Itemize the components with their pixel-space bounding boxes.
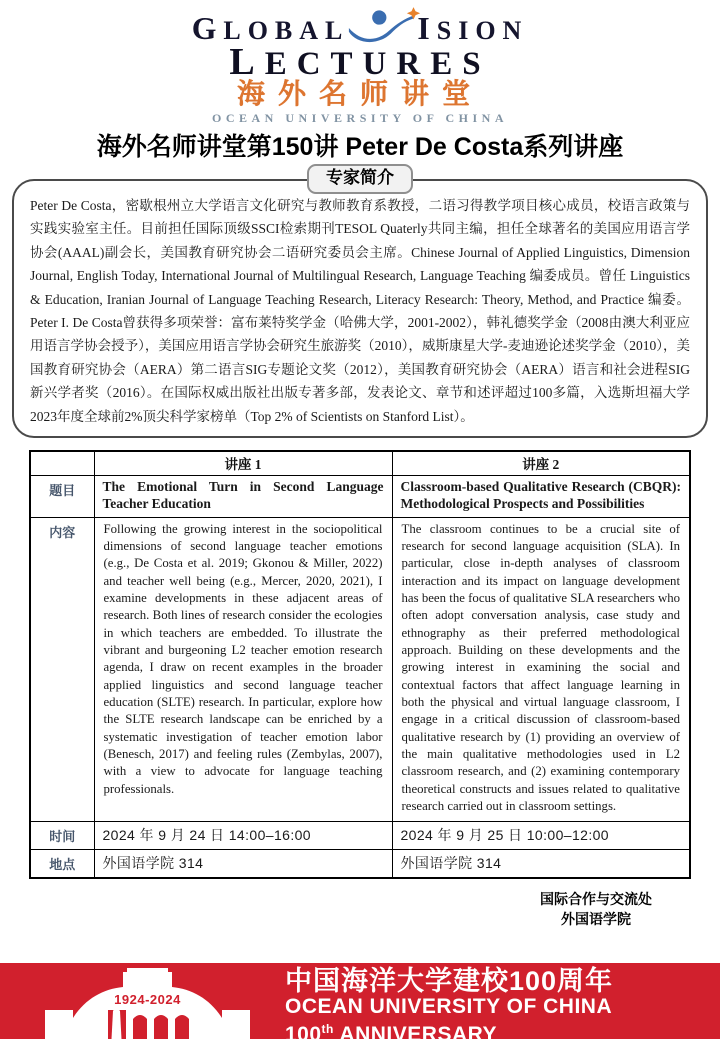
page-title: 海外名师讲堂第150讲 Peter De Costa系列讲座: [96, 133, 624, 161]
table-corner-cell: [30, 451, 94, 476]
logo-chinese-seal-text: 海外名师讲堂: [236, 79, 483, 110]
lecture-2-time: 2024 年 9 月 25 日 10:00–12:00: [392, 821, 690, 849]
organizer-foreign-languages-college: 外国语学院: [561, 910, 631, 927]
table-row-content: [30, 517, 690, 821]
table-row-location: [30, 849, 690, 878]
anniversary-years: 1924-2024: [114, 992, 181, 1007]
anniversary-word: ANNIVERSARY: [333, 1023, 498, 1046]
row-label-content: 内容: [30, 517, 94, 821]
anniversary-line-university: OCEAN UNIVERSITY OF CHINA: [285, 995, 613, 1018]
lecture-2-abstract: The classroom continues to be a crucial site of research for second language acquisition (SLA). In particular, close in-depth analyses of classroom interaction and its impact on language development has been the focus of qualitative SLA researchers who often adopt conversation analysis, case study and ethnography as their preferred methodological approach. Building on these developments and the growing interest in examining the social and contextual factors that affect language learning in both the physical and virtual language classroom, I engage in a critical discussion of classroom-based qualitative research by (1) providing an overview of the main qualitative methodologies used in L2 classroom research, and (2) examining contemporary theoretical constructs and issues related to qualitative research carried out in classroom settings.: [392, 517, 690, 821]
lecture-1-abstract: Following the growing interest in the sociopolitical dimensions of second language teacher emotions (e.g., De Costa et al. 2019; Gkonou & Miller, 2022) and teacher well being (e.g., Mercer, 2020, 2021), I examine developments in these adjacent areas of research. Both lines of research consider the ecologies in which teachers are embedded. To illustrate the vibrant and burgeoning L2 teacher emotion research agenda, I draw on recent examples in the broader applied linguistics and second language teacher education (SLTE) research. In particular, explore how the SLTE research landscape can be enriched by a systematic investigation of teacher emotion labor (Benesch, 2017) and feeling rules (Zembylas, 2007), with a view to advocate for language teaching professionals.: [94, 517, 392, 821]
lecture-table: [29, 450, 691, 878]
anniversary-line-100th: [285, 1018, 613, 1046]
logo-word-global: GLOBAL: [191, 11, 350, 46]
logo-word-lectures: LECTURES: [229, 41, 491, 83]
anniversary-banner: [0, 963, 720, 1046]
table-row-title: [30, 476, 690, 518]
row-label-title: 题目: [30, 476, 94, 518]
lecture-1-location: 外国语学院 314: [94, 849, 392, 878]
anniversary-100: 100: [285, 1023, 322, 1046]
anniversary-th-sup: th: [321, 1022, 334, 1036]
column-header-lecture-2: 讲座 2: [392, 451, 690, 476]
anniversary-text-block: [285, 967, 613, 1046]
expert-bio-text: Peter De Costa，密歇根州立大学语言文化研究与教师教育系教授，二语习得教学项目核心成员，校语言政策与实践实验室主任。目前担任国际顶级SSCI检索期刊TESOL Quaterly共同主编，担任全球著名的美国应用语言学协会(AAAL)副会长，美国教育研究协会二语研究委员会主席。Chinese Journal of Applied Linguistics, Dimension Journal, English Today, International Journal of Multilingual Research, Language Teaching 编委成员。曾任 Linguistics & Education, Iranian Journal of Language Teaching Research, Literacy Research: Theory, Method, and Practice 编委。Peter I. De Costa曾获得多项荣誉：富布莱特奖学金（哈佛大学，2001-2002），韩礼德奖学金（2008由澳大利亚应用语言学协会授予），美国应用语言学协会研究生旅游奖（2010），威斯康星大学-麦迪逊论述奖学金（2010），美国教育研究协会（AERA）第二语言SIG专题论文奖（2012），美国教育研究协会（AERA）语言和社会进程SIG新兴学者奖（2016）。在国际权威出版社出版专著多部，发表论文、章节和述评超过100多篇，入选斯坦福大学2023年度全球前2%顶尖科学家榜单（Top 2% of Scientists on Stanford List）。: [30, 198, 690, 424]
lecture-1-title: The Emotional Turn in Second Language Teacher Education: [94, 476, 392, 518]
table-row-time: [30, 821, 690, 849]
lecture-2-location: 外国语学院 314: [392, 849, 690, 878]
organizer-international-office: 国际合作与交流处: [540, 890, 652, 907]
anniversary-line-chinese: 中国海洋大学建校100周年: [285, 966, 614, 996]
table-header-row: [30, 451, 690, 476]
expert-bio-box: [12, 168, 708, 438]
vision-swoosh-icon: [347, 6, 423, 50]
organizers-block: [540, 889, 652, 929]
lecture-2-title: Classroom-based Qualitative Research (CBQR): Methodological Prospects and Possibilities: [392, 476, 690, 518]
logo-line-global-vision: [0, 6, 720, 50]
row-label-time: 时间: [30, 821, 94, 849]
lecture-1-time: 2024 年 9 月 24 日 14:00–16:00: [94, 821, 392, 849]
logo-word-ision: ISION: [417, 11, 529, 46]
column-header-lecture-1: 讲座 1: [94, 451, 392, 476]
global-vision-lectures-logo: [0, 0, 720, 125]
logo-university-name: OCEAN UNIVERSITY OF CHINA: [212, 111, 508, 125]
row-label-location: 地点: [30, 849, 94, 878]
expert-intro-badge: 专家简介: [307, 164, 413, 194]
